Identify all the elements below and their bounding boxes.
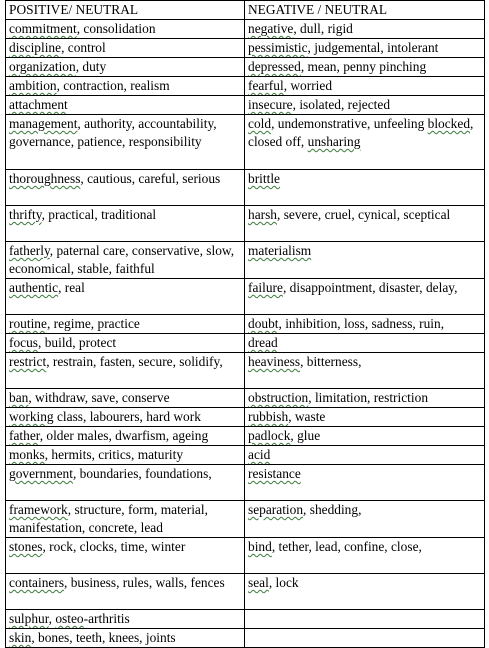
cell-text: , mean, penny pinching bbox=[300, 59, 427, 74]
cell-text: , authority, accountability, governance, patience, responsibility bbox=[9, 116, 217, 149]
cell-text: , disappointment, disaster, delay, bbox=[282, 280, 458, 295]
negative-cell bbox=[245, 20, 485, 39]
table-row bbox=[6, 20, 485, 39]
table-row bbox=[6, 408, 485, 427]
spellcheck-word: blocked bbox=[427, 116, 471, 131]
spellcheck-word: harsh bbox=[248, 207, 278, 222]
negative-cell bbox=[245, 77, 485, 96]
spellcheck-word: unsharing bbox=[307, 134, 361, 149]
header-row bbox=[6, 1, 485, 20]
spellcheck-word: heaviness bbox=[248, 354, 301, 369]
positive-cell bbox=[6, 629, 245, 648]
table-row bbox=[6, 315, 485, 334]
table-row bbox=[6, 427, 485, 446]
spellcheck-word: government bbox=[9, 466, 73, 481]
table-row bbox=[6, 538, 485, 574]
cell-text: , inhibition, loss, sadness, ruin, bbox=[278, 316, 445, 331]
spellcheck-word: ambition bbox=[9, 78, 57, 93]
positive-cell bbox=[6, 501, 245, 538]
spellcheck-word: fearful bbox=[248, 78, 284, 93]
negative-cell bbox=[245, 629, 485, 648]
cell-text: , bbox=[48, 611, 56, 626]
spellcheck-word: authentic bbox=[9, 280, 59, 295]
cell-text: , tether, lead, confine, close, bbox=[271, 539, 422, 554]
positive-cell bbox=[6, 574, 245, 610]
cell-text: , worried bbox=[283, 78, 333, 93]
cell-text: , withdraw, save, conserve bbox=[28, 390, 170, 405]
positive-cell bbox=[6, 334, 245, 353]
spellcheck-word: management bbox=[9, 116, 78, 131]
positive-cell bbox=[6, 408, 245, 427]
positive-cell bbox=[6, 58, 245, 77]
spellcheck-word: focus bbox=[9, 335, 39, 350]
negative-cell bbox=[245, 206, 485, 242]
spellcheck-word: osteo bbox=[55, 611, 84, 626]
negative-cell bbox=[245, 242, 485, 279]
positive-cell bbox=[6, 242, 245, 279]
spellcheck-word: restrict bbox=[9, 354, 47, 369]
spellcheck-word: commitment bbox=[9, 21, 77, 36]
cell-text: , bones, teeth, knees, joints bbox=[31, 630, 176, 645]
spellcheck-word: stones bbox=[9, 539, 43, 554]
cell-text: , glue bbox=[290, 428, 321, 443]
cell-text: , older males, dwarfism, ageing bbox=[39, 428, 209, 443]
cell-text: , structure, form, material, manifestation, concrete, lead bbox=[9, 502, 208, 535]
negative-cell bbox=[245, 427, 485, 446]
cell-text: , business, rules, walls, fences bbox=[64, 575, 225, 590]
positive-cell bbox=[6, 206, 245, 242]
spellcheck-word: negative bbox=[248, 21, 294, 36]
positive-cell bbox=[6, 170, 245, 206]
cell-text: , shedding, bbox=[303, 502, 362, 517]
negative-cell bbox=[245, 353, 485, 389]
negative-cell bbox=[245, 538, 485, 574]
positive-cell bbox=[6, 427, 245, 446]
spellcheck-word: attachment bbox=[9, 97, 68, 112]
positive-cell bbox=[6, 446, 245, 465]
negative-cell bbox=[245, 465, 485, 501]
spellcheck-word: brittle bbox=[248, 171, 280, 186]
spellcheck-word: ban bbox=[9, 390, 29, 405]
negative-cell bbox=[245, 315, 485, 334]
spellcheck-word: acid bbox=[248, 447, 271, 462]
negative-cell bbox=[245, 501, 485, 538]
table-row bbox=[6, 574, 485, 610]
negative-cell bbox=[245, 408, 485, 427]
spellcheck-word: cold bbox=[248, 116, 272, 131]
cell-text: , hermits, critics, maturity bbox=[44, 447, 184, 462]
cell-text: , judgemental, intolerant bbox=[307, 40, 439, 55]
spellcheck-word: father bbox=[9, 428, 40, 443]
spellcheck-word: skin bbox=[9, 630, 32, 645]
cell-text: , bitterness, bbox=[300, 354, 362, 369]
cell-text: , contraction, realism bbox=[56, 78, 170, 93]
positive-cell bbox=[6, 353, 245, 389]
table-row bbox=[6, 96, 485, 115]
cell-text: -arthritis bbox=[83, 611, 130, 626]
spellcheck-word: thoroughness bbox=[9, 171, 81, 186]
positive-cell bbox=[6, 465, 245, 501]
spellcheck-word: dread bbox=[248, 335, 278, 350]
document-page bbox=[5, 0, 484, 648]
cell-text: , regime, practice bbox=[46, 316, 140, 331]
negative-cell bbox=[245, 170, 485, 206]
positive-cell bbox=[6, 315, 245, 334]
positive-cell bbox=[6, 610, 245, 629]
spellcheck-word: doubt bbox=[248, 316, 279, 331]
cell-text: , paternal care, conservative, slow, economical, stable, faithful bbox=[9, 243, 235, 276]
table-row bbox=[6, 353, 485, 389]
spellcheck-word: fatherly bbox=[9, 243, 50, 258]
table-row bbox=[6, 39, 485, 58]
cell-text: class, labourers, hard work bbox=[53, 409, 201, 424]
negative-cell bbox=[245, 58, 485, 77]
table-row bbox=[6, 334, 485, 353]
cell-text: , undemonstrative, unfeeling bbox=[271, 116, 428, 131]
positive-cell bbox=[6, 115, 245, 170]
table-row bbox=[6, 501, 485, 538]
cell-text: , practical, traditional bbox=[41, 207, 157, 222]
spellcheck-word: seal bbox=[248, 575, 269, 590]
cell-text: , cautious, careful, serious bbox=[80, 171, 221, 186]
cell-text: , consolidation bbox=[76, 21, 156, 36]
spellcheck-word: materialism bbox=[248, 243, 312, 258]
table-body bbox=[6, 20, 485, 648]
spellcheck-word: organization bbox=[9, 59, 76, 74]
positive-cell bbox=[6, 20, 245, 39]
cell-text: , dull, rigid bbox=[293, 21, 353, 36]
cell-text: , lock bbox=[268, 575, 299, 590]
cell-text: , build, protect bbox=[38, 335, 117, 350]
cell-text: , isolated, rejected bbox=[292, 97, 391, 112]
table-row bbox=[6, 206, 485, 242]
positive-cell bbox=[6, 279, 245, 315]
cell-text: , waste bbox=[288, 409, 326, 424]
positive-cell bbox=[6, 96, 245, 115]
table-row bbox=[6, 77, 485, 96]
negative-cell bbox=[245, 279, 485, 315]
spellcheck-word: padlock bbox=[248, 428, 291, 443]
spellcheck-word: thrifty bbox=[9, 207, 42, 222]
table-row bbox=[6, 58, 485, 77]
table-row bbox=[6, 389, 485, 408]
cell-text: , control bbox=[61, 40, 106, 55]
spellcheck-word: resistance bbox=[248, 466, 301, 481]
negative-cell bbox=[245, 334, 485, 353]
spellcheck-word: sulphur bbox=[9, 611, 49, 626]
spellcheck-word: failure bbox=[248, 280, 283, 295]
spellcheck-word: obstruction bbox=[248, 390, 309, 405]
table-row bbox=[6, 446, 485, 465]
spellcheck-word: insecure bbox=[248, 97, 293, 112]
positive-cell bbox=[6, 77, 245, 96]
table-row bbox=[6, 465, 485, 501]
spellcheck-word: monks bbox=[9, 447, 45, 462]
cell-text: , rock, clocks, time, winter bbox=[42, 539, 186, 554]
spellcheck-word: discipline bbox=[9, 40, 62, 55]
spellcheck-word: framework bbox=[9, 502, 68, 517]
table-row bbox=[6, 279, 485, 315]
cell-text: , closed off, bbox=[248, 116, 474, 149]
table-row bbox=[6, 242, 485, 279]
negative-cell bbox=[245, 446, 485, 465]
cell-text: , boundaries, foundations, bbox=[72, 466, 212, 481]
table-row bbox=[6, 170, 485, 206]
negative-cell bbox=[245, 115, 485, 170]
positive-column-header: POSITIVE/ NEUTRAL bbox=[6, 1, 245, 20]
spellcheck-word: depressed bbox=[248, 59, 301, 74]
negative-column-header: NEGATIVE / NEUTRAL bbox=[245, 1, 485, 20]
spellcheck-word: bind bbox=[248, 539, 272, 554]
positive-cell bbox=[6, 39, 245, 58]
cell-text: , real bbox=[58, 280, 85, 295]
cell-text: , restrain, fasten, secure, solidify, bbox=[46, 354, 223, 369]
cell-text: , severe, cruel, cynical, sceptical bbox=[277, 207, 451, 222]
negative-cell bbox=[245, 610, 485, 629]
positive-cell bbox=[6, 389, 245, 408]
spellcheck-word: pessimistic bbox=[248, 40, 308, 55]
spellcheck-word: rubbish bbox=[248, 409, 289, 424]
table-row bbox=[6, 115, 485, 170]
positive-cell bbox=[6, 538, 245, 574]
spellcheck-word: separation bbox=[248, 502, 304, 517]
cell-text: , duty bbox=[75, 59, 107, 74]
negative-cell bbox=[245, 574, 485, 610]
table-row bbox=[6, 629, 485, 648]
negative-cell bbox=[245, 96, 485, 115]
negative-cell bbox=[245, 389, 485, 408]
table-row bbox=[6, 610, 485, 629]
spellcheck-word: routine bbox=[9, 316, 47, 331]
spellcheck-word: containers bbox=[9, 575, 65, 590]
negative-cell bbox=[245, 39, 485, 58]
cell-text: , limitation, restriction bbox=[308, 390, 429, 405]
spellcheck-word: working bbox=[9, 409, 54, 424]
keywords-table bbox=[5, 0, 485, 648]
